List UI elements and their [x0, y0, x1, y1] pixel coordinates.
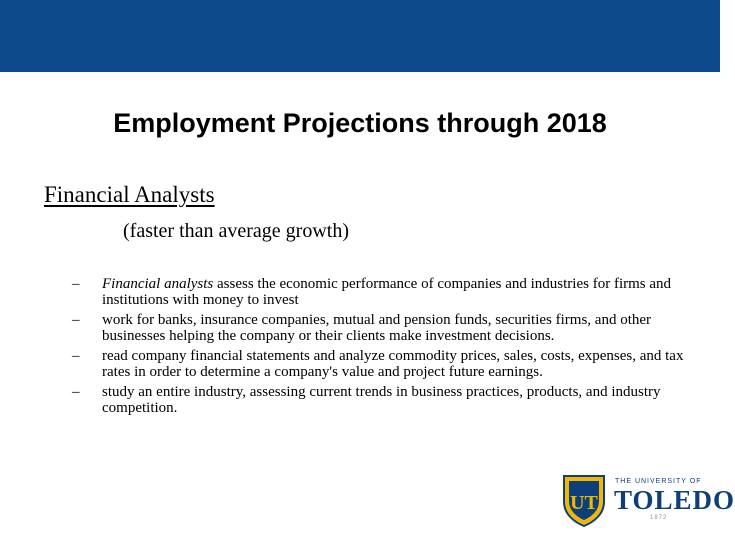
top-banner [0, 0, 720, 72]
bullet-text: study an entire industry, assessing current trends in business practices, products, and industry competition. [102, 384, 661, 416]
bullet-dash: – [72, 276, 80, 292]
bullet-text: read company financial statements and analyze commodity prices, sales, costs, expenses, and tax rates in order to determine a company's value and project future earnings. [102, 348, 684, 380]
section-subheading: (faster than average growth) [123, 220, 349, 242]
logo-university-label: THE UNIVERSITY OF [615, 478, 702, 485]
university-logo [560, 472, 735, 528]
bullet-item [72, 312, 692, 344]
logo-year: 1872 [650, 515, 668, 521]
bullet-item [72, 276, 692, 308]
bullet-text: assess the economic performance of companies and industries for firms and institutions with money to invest [102, 276, 672, 308]
slide-title: Employment Projections through 2018 [113, 108, 607, 138]
bullet-item [72, 384, 692, 416]
logo-monogram: UT [570, 492, 598, 514]
bullet-term: Financial analysts [102, 276, 214, 292]
bullet-text: work for banks, insurance companies, mutual and pension funds, securities firms, and other businesses helping the company or their clients make investment decisions. [102, 312, 652, 344]
bullet-item [72, 348, 692, 380]
university-shield-icon [560, 472, 608, 528]
bullet-dash: – [72, 348, 80, 364]
bullet-dash: – [72, 312, 80, 328]
bullet-dash: – [72, 384, 80, 400]
section-heading: Financial Analysts [44, 182, 215, 207]
logo-name: TOLEDO [614, 485, 735, 515]
bullet-list [72, 276, 692, 420]
